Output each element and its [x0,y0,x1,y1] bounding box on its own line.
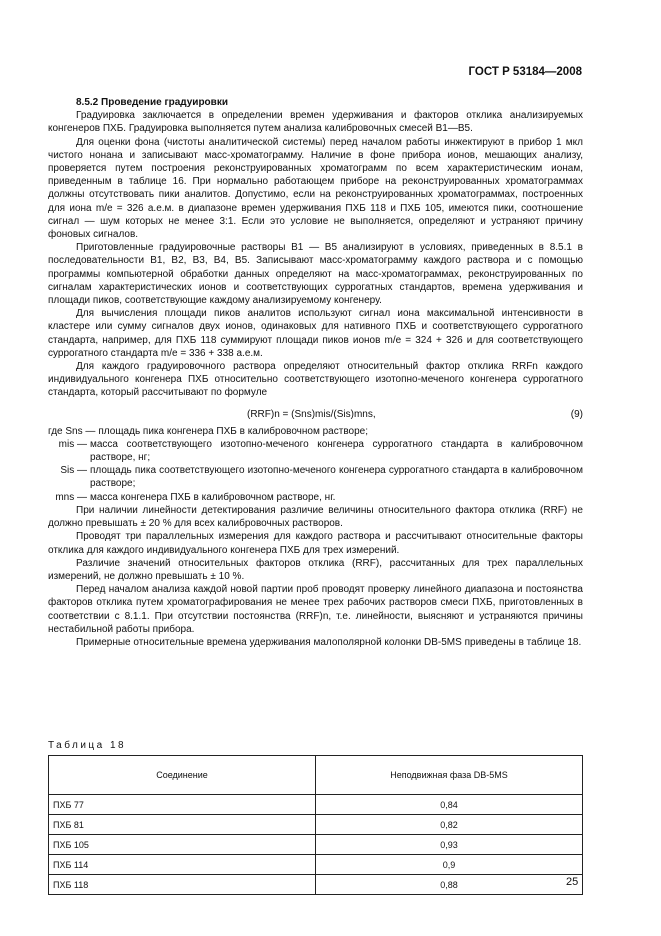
table-row [49,795,583,815]
formula-text: (RRF)n = (Sns)mis/(Sis)mns, [247,408,376,420]
column-header-compound: Соединение [49,756,316,795]
value-cell: 0,93 [316,835,583,855]
paragraph-1: Градуировка заключается в определении времен удерживания и факторов отклика анализируемых конгенеров ПХБ. Градуировка выполняется путем анализа калибровочных смесей В1—В5. [48,110,583,135]
value-cell: 0,9 [316,855,583,875]
definition-text: масса конгенера ПХБ в калибровочном растворе, нг. [90,491,336,503]
value-cell: 0,88 [316,875,583,895]
value-cell: 0,84 [316,795,583,815]
definition-text: масса соответствующего изотопно-меченого конгенера суррогатного стандарта в калибровочном растворе, нг; [90,438,583,464]
paragraph-3: Приготовленные градуировочные растворы В1 — В5 анализируют в условиях, приведенных в 8.5.1 в последовательности В1, В2, В3, В4, В5. Записывают масс-хроматограмму каждого раствора и с помощью программы компьютерной обработки данных определяют на масс-хроматограммах, реконструированных по сигналам характеристических ионов и соответствующих суррогатных стандартов, времена удерживания и площади пиков, соответствующие каждому анализируемому конгенеру. [48,242,583,307]
compound-cell: ПХБ 81 [49,815,316,835]
table-header-row [49,756,583,795]
table-row [49,835,583,855]
paragraph-9: Перед началом анализа каждой новой партии проб проводят проверку линейного диапазона и постоянства факторов отклика путем хроматографирования не менее трех рабочих растворов смеси ПХБ, приготовленных в соответствии с 8.1.1. При отсутствии постоянства (RRF)n, т.е. линейности, выясняют и устраняются причины нестабильной работы прибора. [48,584,583,635]
paragraph-6: При наличии линейности детектирования различие величины относительного фактора отклика (RRF) не должно превышать ± 20 % для всех калибровочных растворов. [48,504,583,530]
formula-number: (9) [570,408,583,420]
section-title: 8.5.2 Проведение градуировки [76,97,228,108]
retention-times-table [48,755,583,895]
table-row [49,875,583,895]
definition-text: площадь пика конгенера ПХБ в калибровочном растворе; [98,425,368,437]
value-cell: 0,82 [316,815,583,835]
definition-item [48,425,583,438]
paragraph-4: Для вычисления площади пиков аналитов используют сигнал иона максимальной интенсивности в кластере или сумму сигналов двух ионов, одинаковых для нативного ПХБ и соответствующего суррогатного стандарта, например, для ПХБ 118 суммируют площади пиков ионов m/e = 324 + 326 и для соответствующего суррогатного стандарта m/e = 336 + 338 а.е.м. [48,308,583,359]
compound-cell: ПХБ 114 [49,855,316,875]
paragraph-10: Примерные относительные времена удерживания малополярной колонки DB-5MS приведены в таблице 18. [76,636,582,648]
table-caption: Таблица 18 [48,740,127,751]
document-body [48,96,583,649]
table-row [49,855,583,875]
compound-cell: ПХБ 118 [49,875,316,895]
table-row [49,815,583,835]
compound-cell: ПХБ 77 [49,795,316,815]
compound-cell: ПХБ 105 [49,835,316,855]
column-header-phase: Неподвижная фаза DB-5MS [316,756,583,795]
page-number: 25 [566,876,579,888]
definition-item [48,491,583,504]
paragraph-5: Для каждого градуировочного раствора определяют относительный фактор отклика RRFn каждого индивидуального конгенера ПХБ относительно соответствующего изотопно-меченого конгенера суррогатного стандарта, который рассчитывают по формуле [48,361,583,399]
paragraph-2: Для оценки фона (чистоты аналитической системы) перед началом работы инжектируют в прибор 1 мкл чистого нонана и записывают масс-хроматограмму. Наличие в фоне прибора ионов, мешающих анализу, проверяется путем построения реконструированных хроматограмм по всем характеристическим ионам, приведенным в таблице 16. При нормально работающем приборе на реконструированных хроматограммах должны отсутствовать пики аналитов. Допустимо, если на реконструированных хроматограммах, построенных для иона m/e = 326 а.е.м. в диапазоне времен удерживания ПХБ 118 и ПХБ 105, имеются пики, соотношение сигнал — шум которых не менее 3:1. Если это условие не выполняется, определяют и устраняют причину фоновых сигналов. [48,136,583,241]
definition-symbol: где Sns — [48,425,96,437]
definition-text: площадь пика соответствующего изотопно-меченого конгенера суррогатного стандарта в калибровочном растворе; [90,465,583,490]
formula-definitions [48,425,583,504]
definition-symbol: mns — [55,491,87,503]
definition-item [48,438,583,464]
definition-item [48,464,583,490]
document-header: ГОСТ Р 53184—2008 [468,66,582,78]
paragraph-7: Проводят три параллельных измерения для каждого раствора и рассчитывают относительные факторы отклика для каждого индивидуального конгенера ПХБ для трех измерений. [48,531,583,556]
paragraph-8: Различие значений относительных факторов отклика (RRF), рассчитанных для трех параллельных измерений, не должно превышать ± 10 %. [48,557,583,582]
formula-9 [48,406,583,423]
definition-symbol: mis — [58,438,87,450]
definition-symbol: Sis — [60,465,87,477]
